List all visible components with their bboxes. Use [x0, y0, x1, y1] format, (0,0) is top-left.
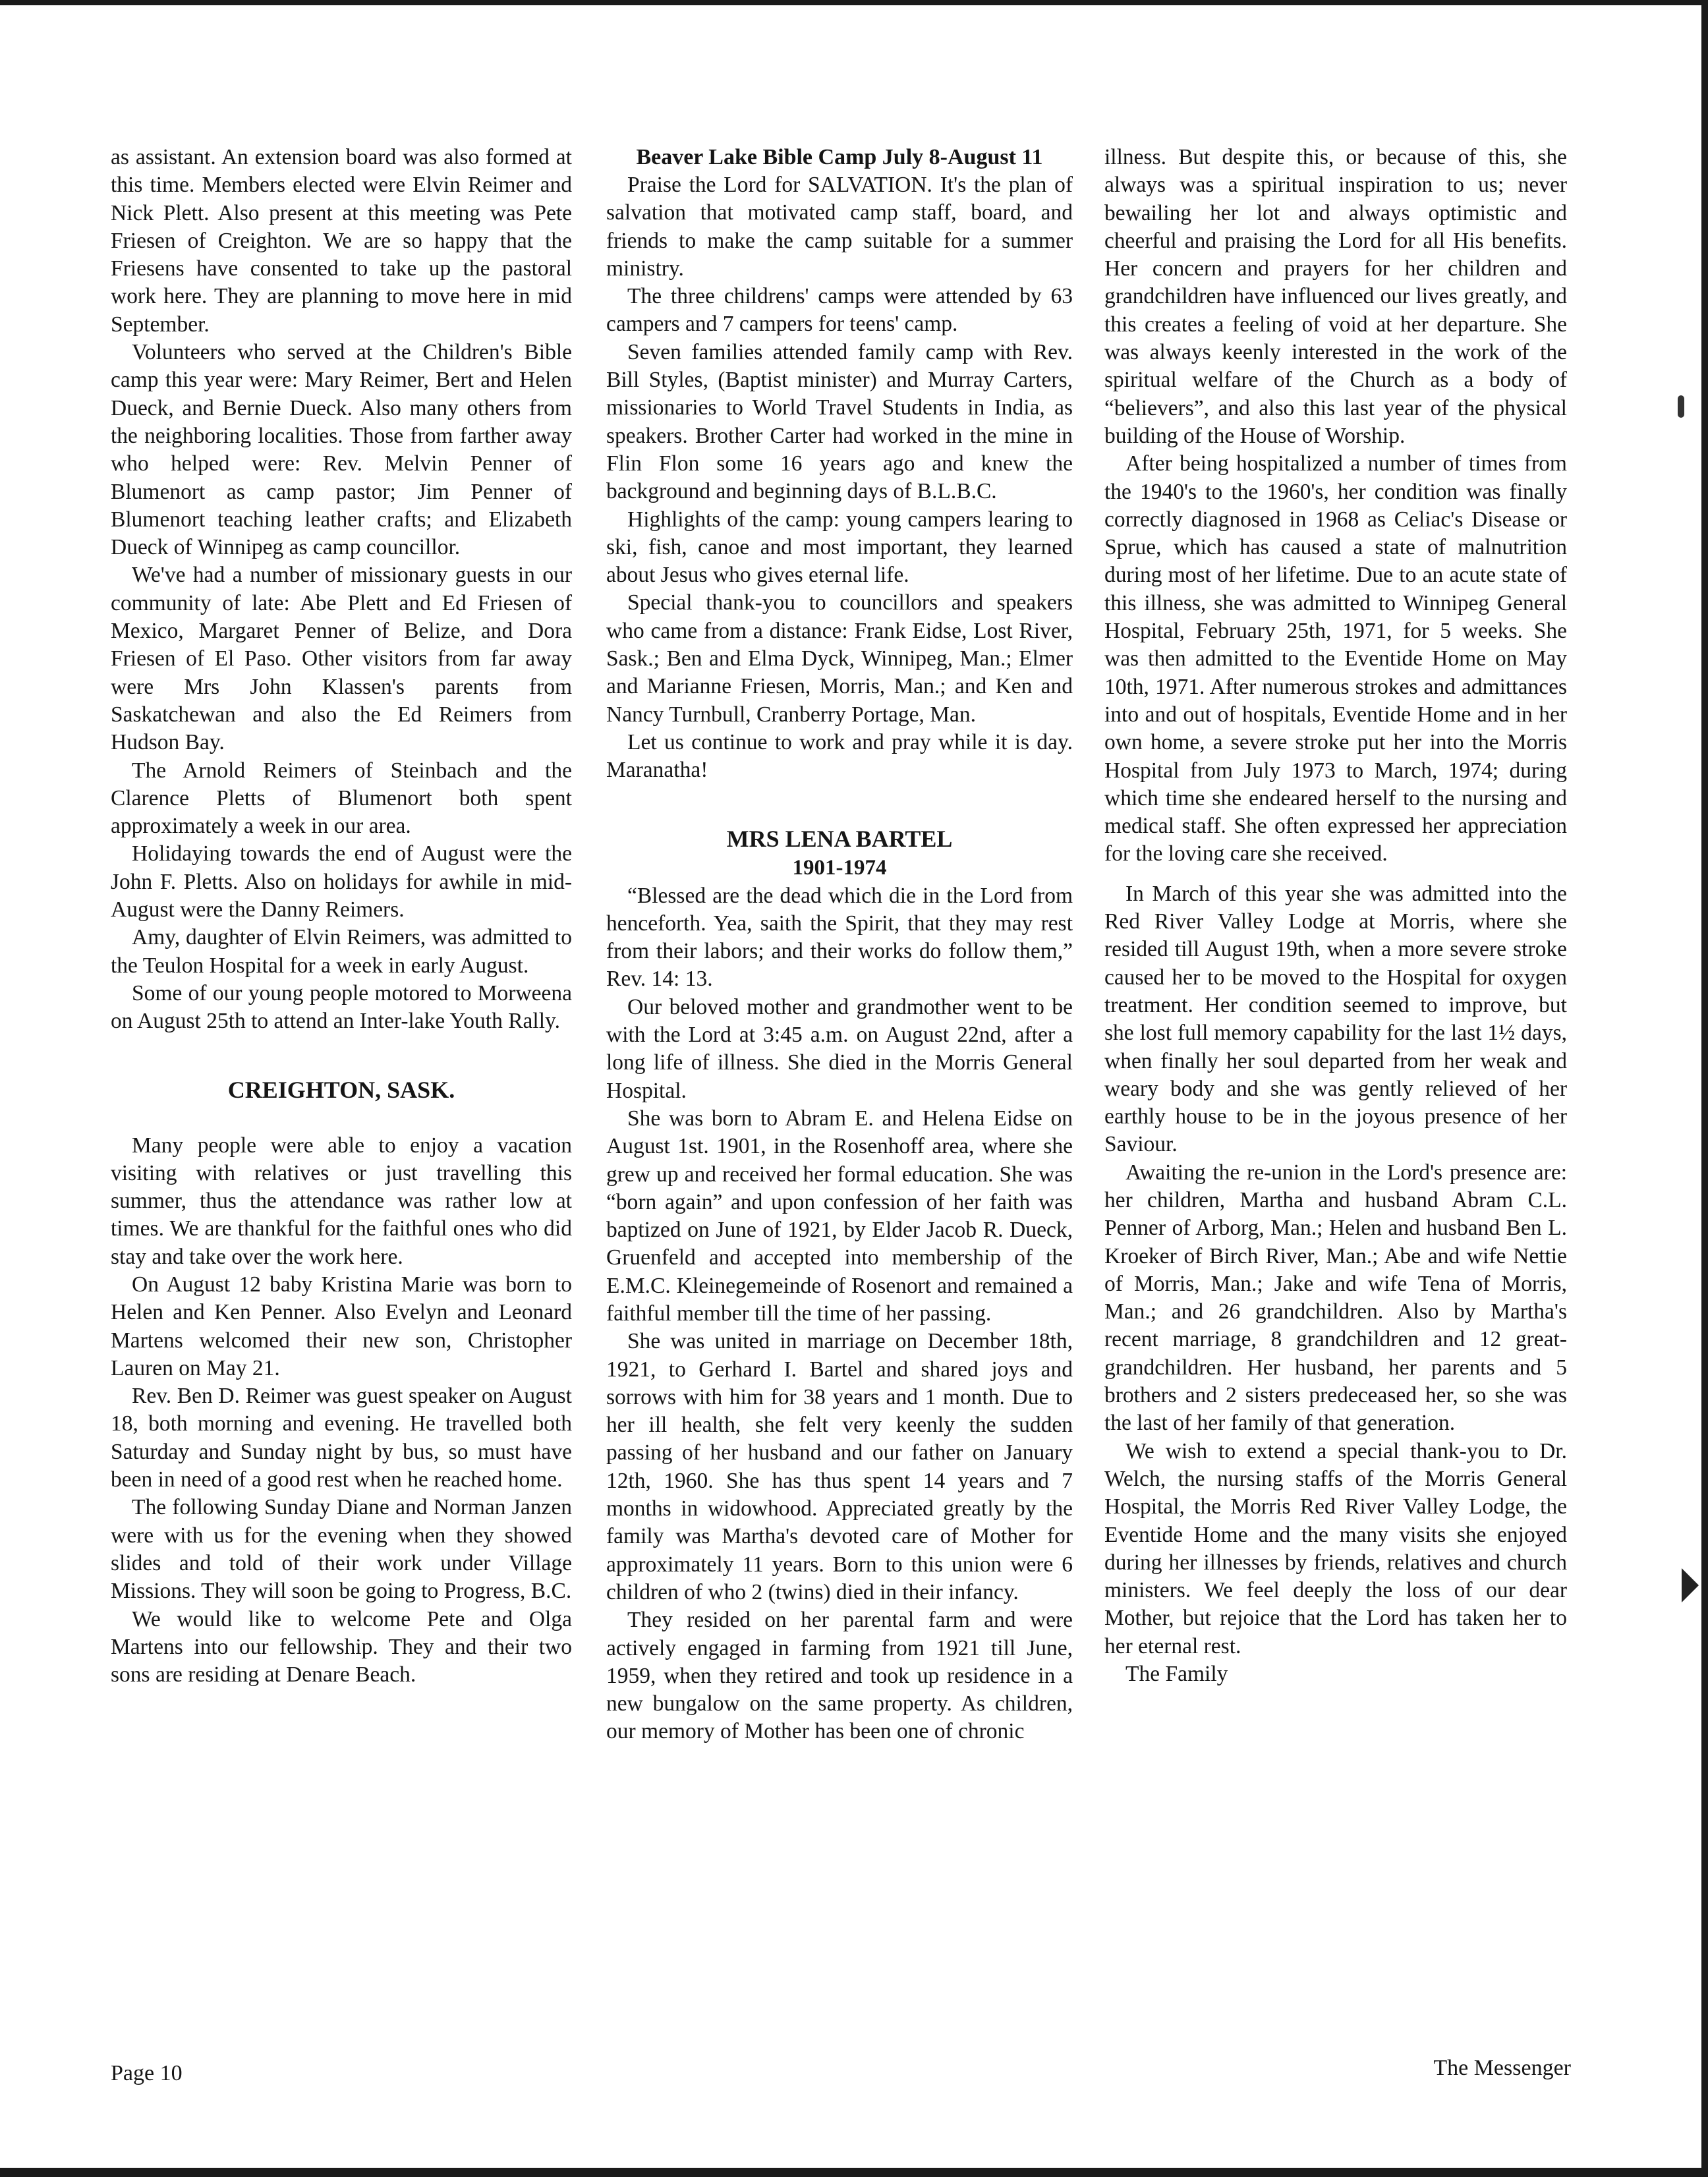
obituary-years: 1901-1974 — [792, 855, 887, 880]
paragraph: “Blessed are the dead which die in the Lord from henceforth. Yea, saith the Spirit, that they may rest from their labors; and their works do follow them,” Rev. 14: 13. — [606, 883, 1073, 992]
paragraph: Highlights of the camp: young campers learing to ski, fish, canoe and most important, they learned about Jesus who gives eternal life. — [606, 507, 1073, 588]
paragraph: The Arnold Reimers of Steinbach and the Clarence Pletts of Blumenort both spent approximately a week in our area. — [111, 758, 572, 839]
paragraph: Holidaying towards the end of August were the John F. Pletts. Also on holidays for awhile in mid-August were the Danny Reimers. — [111, 841, 572, 922]
paragraph: as assistant. An extension board was also formed at this time. Members elected were Elvin Reimer and Nick Plett. Also present at this meeting was Pete Friesen of Creighton. We are so happy that the Friesens have consented to take up the pastoral work here. They are planning to move here in mid September. — [111, 145, 572, 337]
obituary-title — [606, 824, 1073, 882]
page-number: Page 10 — [111, 2061, 183, 2085]
scan-border-top — [0, 0, 1708, 5]
paragraph: We wish to extend a special thank-you to Dr. Welch, the nursing staffs of the Morris General Hospital, the Morris Red River Valley Lodge, the Eventide Home and the many visits she enjoyed during her illnesses by friends, relatives and church ministers. We feel deeply the loss of our dear Mother, but rejoice that the Lord has taken her to her eternal rest. — [1104, 1438, 1567, 1658]
signature: The Family — [1125, 1662, 1228, 1687]
paragraph: We would like to welcome Pete and Olga Martens into our fellowship. They and their two sons are residing at Denare Beach. — [111, 1606, 572, 1687]
paragraph: Special thank-you to councillors and speakers who came from a distance: Frank Eidse, Lost River, Sask.; Ben and Elma Dyck, Winnipeg, Man.; Elmer and Marianne Friesen, Morris, Man.; and Ken and Nancy Turnbull, Cranberry Portage, Man. — [606, 590, 1073, 727]
scan-artifact-arrow — [1682, 1568, 1699, 1602]
publication-name: The Messenger — [1433, 2056, 1571, 2080]
paragraph: Many people were able to enjoy a vacation visiting with relatives or just travelling this summer, thus the attendance was rather low at times. We are thankful for the faithful ones who did stay and take over the work here. — [111, 1133, 572, 1269]
scan-border-right — [1701, 0, 1708, 2177]
paragraph: The following Sunday Diane and Norman Janzen were with us for the evening when they showed slides and told of their work under Village Missions. They will soon be going to Progress, B.C. — [111, 1495, 572, 1604]
column-2 — [606, 144, 1073, 2120]
spacer — [606, 785, 1073, 824]
paragraph: The three childrens' camps were attended by 63 campers and 7 campers for teens' camp. — [606, 284, 1073, 337]
paragraph: Volunteers who served at the Children's Bible camp this year were: Mary Reimer, Bert and Helen Dueck, and Bernie Dueck. Also many others from the neighboring localities. Those from farther away who helped were: Rev. Melvin Penner of Blumenort as camp pastor; Jim Penner of Blumenort teaching leather crafts; and Elizabeth Dueck of Winnipeg as camp councillor. — [111, 340, 572, 560]
spacer — [111, 1036, 572, 1075]
scan-artifact-mark — [1678, 395, 1684, 418]
paragraph: Some of our young people motored to Morweena on August 25th to attend an Inter-lake Youth Rally. — [111, 980, 572, 1034]
paragraph: Awaiting the re-union in the Lord's presence are: her children, Martha and husband Abram C.L. Penner of Arborg, Man.; Helen and husband Ben L. Kroeker of Birch River, Man.; Abe and wife Nettie of Morris, Man.; Jake and wife Tena of Morris, Man.; and 26 grandchildren. Also by Martha's recent marriage, 8 grandchildren and 12 great-grandchildren. Her husband, her parents and 5 brothers and 2 sisters predeceased her, so she was the last of her family of that generation. — [1104, 1160, 1567, 1436]
paragraph: Amy, daughter of Elvin Reimers, was admitted to the Teulon Hospital for a week in early August. — [111, 925, 572, 978]
scan-border-bottom — [0, 2168, 1708, 2177]
column-3 — [1104, 144, 1567, 2120]
paragraph: Seven families attended family camp with Rev. Bill Styles, (Baptist minister) and Murray Carters, missionaries to World Travel Students in India, as speakers. Brother Carter had worked in the mine in Flin Flon some 16 years ago and knew the background and beginning days of B.L.B.C. — [606, 339, 1073, 504]
paragraph: We've had a number of missionary guests in our community of late: Abe Plett and Ed Friesen of Mexico, Margaret Penner of Belize, and Dora Friesen of El Paso. Other visitors from far away were Mrs John Klassen's parents from Saskatchewan and also the Ed Reimers from Hudson Bay. — [111, 563, 572, 755]
paragraph: She was born to Abram E. and Helena Eidse on August 1st. 1901, in the Rosenhoff area, where she grew up and received her formal education. She was “born again” and upon confession of her faith was baptized on June of 1921, by Elder Jacob R. Dueck, Gruenfeld and accepted into membership of the E.M.C. Kleinegemeinde of Rosenort and remained a faithful member till the time of her passing. — [606, 1106, 1073, 1326]
obituary-name: MRS LENA BARTEL — [726, 825, 953, 852]
paragraph: Praise the Lord for SALVATION. It's the plan of salvation that motivated camp staff, board, and friends to make the camp suitable for a summer ministry. — [606, 173, 1073, 281]
camp-heading: Beaver Lake Bible Camp July 8-August 11 — [636, 145, 1043, 169]
paragraph: On August 12 baby Kristina Marie was born to Helen and Ken Penner. Also Evelyn and Leonard Martens welcomed their new son, Christopher Lauren on May 21. — [111, 1272, 572, 1380]
spacer — [111, 1104, 572, 1132]
paragraph: Let us continue to work and pray while it is day. Maranatha! — [606, 729, 1073, 783]
paragraph: In March of this year she was admitted into the Red River Valley Lodge at Morris, where she resided till August 19th, when a more severe stroke caused her to be moved to the Hospital for oxygen treatment. Her condition seemed to improve, but she lost full memory capability for the last 1½ days, when finally her soul departed from her weak and weary body and she was gently relieved of her earthly house to be in the joyous presence of her Saviour. — [1104, 881, 1567, 1157]
paragraph: After being hospitalized a number of times from the 1940's to the 1960's, her condition was finally correctly diagnosed in 1968 as Celiac's Disease or Sprue, which has caused a state of malnutrition during most of her lifetime. Due to an acute state of this illness, she was admitted to Winnipeg General Hospital, February 25th, 1971, for 5 weeks. She was then admitted to the Eventide Home on May 10th, 1971. After numerous strokes and admittances into and out of hospitals, Eventide Home and in her own home, a severe stroke put her into the Morris Hospital from July 1973 to March, 1974; during which time she endeared herself to the nursing and medical staff. She often expressed her appreciation for the loving care she received. — [1104, 451, 1567, 866]
section-heading-creighton: CREIGHTON, SASK. — [227, 1076, 455, 1103]
paragraph: They resided on her parental farm and were actively engaged in farming from 1921 till June, 1959, when they retired and took up residence in a new bungalow on the same property. As children, our memory of Mother has been one of chronic — [606, 1608, 1073, 1744]
spacer — [1104, 868, 1567, 880]
paragraph: Rev. Ben D. Reimer was guest speaker on August 18, both morning and evening. He travelled both Saturday and Sunday night by bus, so must have been in need of a good rest when he reached home. — [111, 1384, 572, 1492]
paragraph: Our beloved mother and grandmother went to be with the Lord at 3:45 a.m. on August 22nd, after a long life of illness. She died in the Morris General Hospital. — [606, 994, 1073, 1103]
paragraph: She was united in marriage on December 18th, 1921, to Gerhard I. Bartel and shared joys and sorrows with him for 38 years and 1 month. Due to her ill health, she felt very keenly the sudden passing of her husband and our father on January 12th, 1960. She has thus spent 14 years and 7 months in widowhood. Appreciated greatly by the family was Martha's devoted care of Mother for approximately 11 years. Born to this union were 6 children of who 2 (twins) died in their infancy. — [606, 1329, 1073, 1604]
column-1 — [111, 144, 572, 2120]
paragraph: illness. But despite this, or because of this, she always was a spiritual inspiration to us; never bewailing her lot and always optimistic and cheerful and praising the Lord for all His benefits. Her concern and prayers for her children and grandchildren have influenced our lives greatly, and this creates a feeling of void at her departure. She was always keenly interested in the work of the spiritual welfare of the Church as a body of “believers”, and also this last year of the physical building of the House of Worship. — [1104, 145, 1567, 448]
